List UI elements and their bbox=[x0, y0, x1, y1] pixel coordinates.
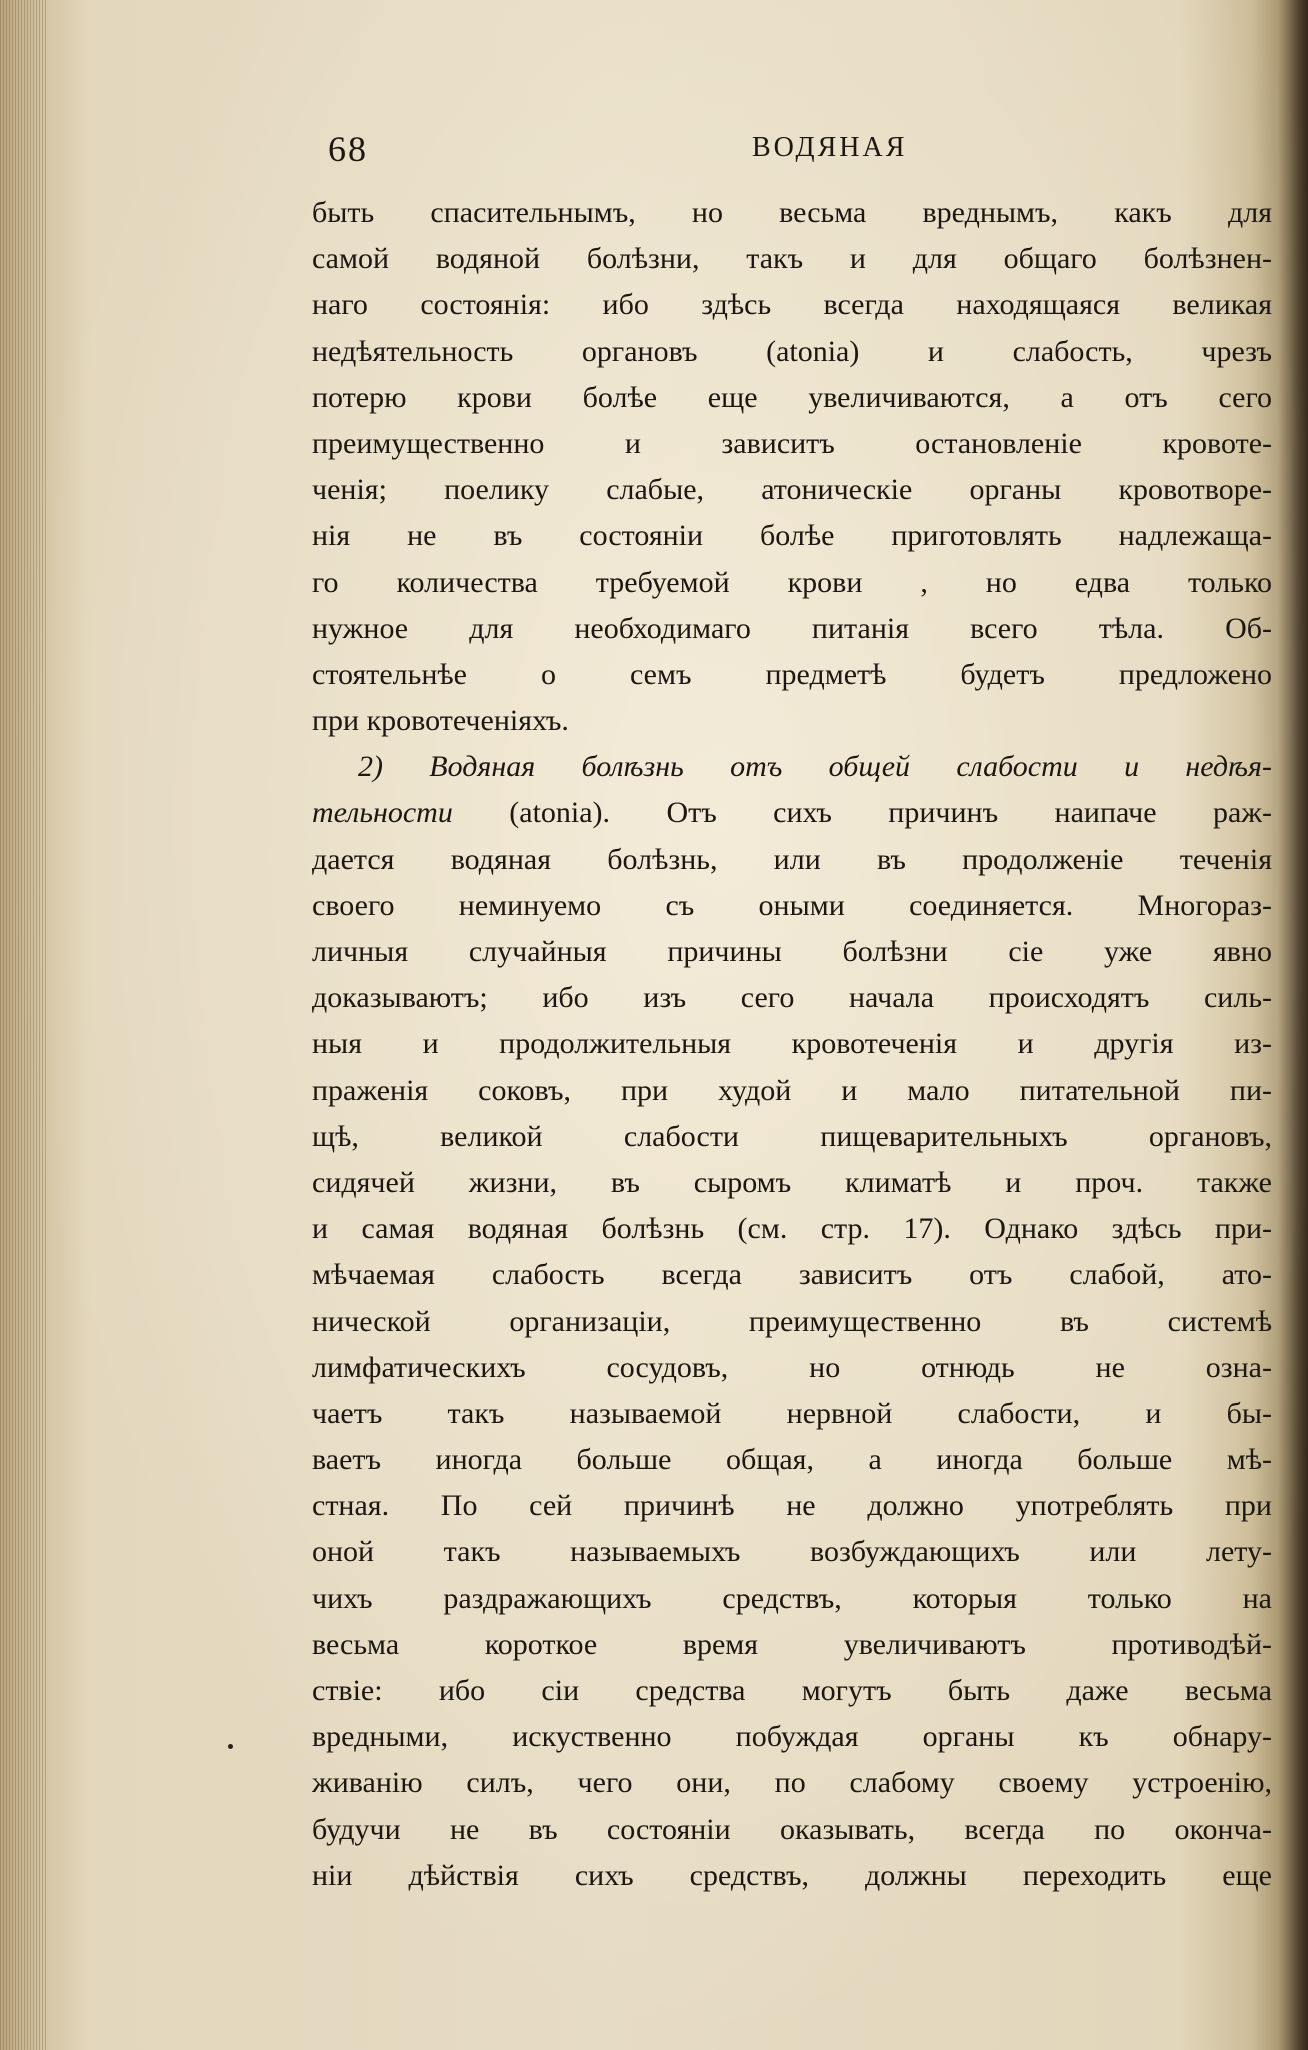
section-heading-continued: тельности bbox=[312, 796, 453, 830]
text-line: недѣятельность органовъ (atonia) и слабость, чрезъ bbox=[312, 334, 1272, 368]
text-line-rest: (atonia). Отъ сихъ причинъ наипаче раж- bbox=[452, 796, 1272, 830]
text-line: наго состоянія: ибо здѣсь всегда находящаяся великая bbox=[312, 288, 1272, 322]
page-number: 68 bbox=[328, 129, 368, 169]
text-line: живанію силъ, чего они, по слабому своему устроенію, bbox=[312, 1766, 1272, 1800]
text-line: мѣчаемая слабость всегда зависитъ отъ слабой, ато- bbox=[312, 1258, 1272, 1292]
text-line: го количества требуемой крови , но едва только bbox=[312, 565, 1272, 599]
text-line: ніи дѣйствія сихъ средствъ, должны переходить еще bbox=[312, 1858, 1272, 1892]
text-block bbox=[312, 128, 1272, 1899]
text-line: будучи не въ состояніи оказывать, всегда по оконча- bbox=[312, 1812, 1272, 1846]
book-gutter-shadow-right bbox=[1278, 0, 1308, 2050]
body-text bbox=[312, 190, 1272, 1899]
text-line: чаетъ такъ называемой нервной слабости, и бы- bbox=[312, 1396, 1272, 1430]
section-heading: 2) Водяная болѣзнь отъ общей слабости и недѣя- bbox=[358, 750, 1272, 784]
page-header bbox=[312, 128, 1272, 184]
text-line: ныя и продолжительныя кровотеченія и другія из- bbox=[312, 1027, 1272, 1061]
text-line: чихъ раздражающихъ средствъ, которыя только на bbox=[312, 1581, 1272, 1615]
text-line: вредными, искуственно побуждая органы къ обнару- bbox=[312, 1720, 1272, 1754]
running-title: ВОДЯНАЯ bbox=[752, 132, 908, 163]
ink-speck bbox=[228, 1744, 233, 1749]
text-line: оной такъ называемыхъ возбуждающихъ или лету- bbox=[312, 1535, 1272, 1569]
text-line: своего неминуемо съ оными соединяется. Многораз- bbox=[312, 888, 1272, 922]
text-line: лимфатическихъ сосудовъ, но отнюдь не озна- bbox=[312, 1350, 1272, 1384]
page-stack-edge-left bbox=[0, 0, 46, 2050]
text-line: дается водяная болѣзнь, или въ продолженіе теченія bbox=[312, 842, 1272, 876]
text-line: доказываютъ; ибо изъ сего начала происходятъ силь- bbox=[312, 981, 1272, 1015]
text-line bbox=[312, 790, 1272, 836]
text-line: сидячей жизни, въ сыромъ климатѣ и проч. также bbox=[312, 1165, 1272, 1199]
text-line: нужное для необходимаго питанія всего тѣла. Об- bbox=[312, 611, 1272, 645]
text-line: праженія соковъ, при худой и мало питательной пи- bbox=[312, 1073, 1272, 1107]
text-line: нической организаціи, преимущественно въ системѣ bbox=[312, 1304, 1272, 1338]
text-line: при кровотеченіяхъ. bbox=[312, 704, 569, 738]
text-line: нія не въ состояніи болѣе приготовлять надлежаща- bbox=[312, 519, 1272, 553]
text-line: и самая водяная болѣзнь (см. стр. 17). Однако здѣсь при- bbox=[312, 1212, 1272, 1246]
text-line: быть спасительнымъ, но весьма вреднымъ, какъ для bbox=[312, 196, 1272, 229]
text-line: личныя случайныя причины болѣзни сіе уже явно bbox=[312, 935, 1272, 968]
text-line: стная. По сей причинѣ не должно употреблять при bbox=[312, 1489, 1272, 1523]
text-line: потерю крови болѣе еще увеличиваются, а отъ сего bbox=[312, 380, 1272, 414]
text-line: преимущественно и зависитъ остановленіе кровоте- bbox=[312, 426, 1272, 460]
text-line: ченія; поелику слабые, атоническіе органы кровотворе- bbox=[312, 473, 1272, 507]
text-line: стоятельнѣе о семъ предметѣ будетъ предложено bbox=[312, 657, 1272, 691]
text-line: самой водяной болѣзни, такъ и для общаго болѣзнен- bbox=[312, 242, 1272, 276]
text-line: ствіе: ибо сіи средства могутъ быть даже весьма bbox=[312, 1674, 1272, 1707]
text-line: ваетъ иногда больше общая, а иногда больше мѣ- bbox=[312, 1443, 1272, 1477]
text-line: весьма короткое время увеличиваютъ противодѣй- bbox=[312, 1627, 1272, 1661]
text-line: щѣ, великой слабости пищеварительныхъ органовъ, bbox=[312, 1119, 1272, 1153]
